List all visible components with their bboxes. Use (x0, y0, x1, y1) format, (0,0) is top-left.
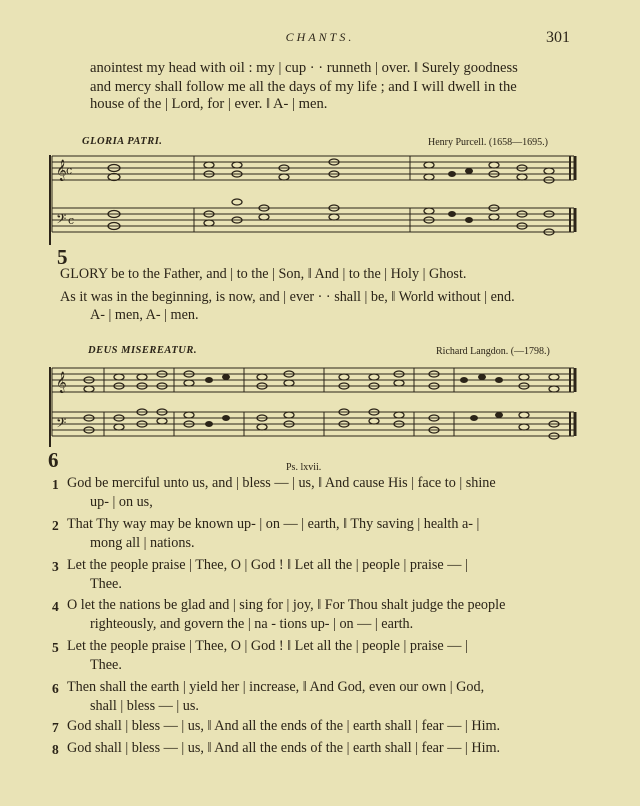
section-number: 6 (48, 448, 59, 472)
text-line: anointest my head with oil : my | cup · · runneth | over. ‖ Surely goodness (90, 60, 518, 76)
verse-line: mong all | nations. (90, 535, 195, 551)
verse-number: 3 (52, 559, 59, 574)
verse-line: up- | on us, (90, 494, 153, 510)
verse-line: That Thy way may be known up- | on — | earth, ‖ Thy saving | health a- | (67, 516, 480, 532)
svg-text:𝄢: 𝄢 (56, 211, 67, 230)
verse-number: 4 (52, 599, 59, 614)
verse-line: God shall | bless — | us, ‖ And all the ends of the | earth shall | fear — | Him. (67, 718, 501, 734)
verse-number: 7 (52, 720, 59, 735)
composer-credit: Richard Langdon. (—1798.) (436, 346, 550, 357)
verse-line: Then shall the earth | yield her | increase, ‖ And God, even our own | God, (67, 679, 485, 695)
svg-text:𝄞: 𝄞 (56, 160, 67, 181)
verse-number: 8 (52, 742, 59, 757)
running-header: CHANTS. (285, 30, 355, 44)
verse-line: Let the people praise | Thee, O | God ! ‖ Let all the | people | praise — | (67, 638, 468, 654)
music-score-gloria-patri (44, 150, 584, 250)
svg-text:𝄢: 𝄢 (56, 415, 67, 434)
text-line: and mercy shall follow me all the days of my life ; and I will dwell in the (90, 79, 517, 95)
verse-line: O let the nations be glad and | sing for | joy, ‖ For Thou shalt judge the people (67, 597, 506, 613)
text-line: As it was in the beginning, is now, and | ever · · shall | be, ‖ World without | end. (60, 289, 515, 305)
verse-line: Let the people praise | Thee, O | God ! ‖ Let all the | people | praise — | (67, 557, 468, 573)
verse-line: Thee. (90, 657, 122, 673)
verse-line: shall | bless — | us. (90, 698, 199, 714)
music-score-deus-misereatur (44, 362, 584, 452)
page-number: 301 (546, 29, 570, 46)
verse-number: 5 (52, 640, 59, 655)
svg-text:c: c (66, 164, 73, 177)
svg-text:𝄞: 𝄞 (56, 372, 67, 393)
verse-line: God shall | bless — | us, ‖ And all the ends of the | earth shall | fear — | Him. (67, 740, 501, 756)
text-line: GLORY be to the Father, and | to the | Son, ‖ And | to the | Holy | Ghost. (60, 266, 467, 282)
section-number: 5 (57, 245, 68, 269)
text-line: A- | men, A- | men. (90, 307, 199, 323)
psalm-reference: Ps. lxvii. (286, 462, 322, 473)
chant-title: GLORIA PATRI. (82, 136, 163, 147)
verse-number: 6 (52, 681, 59, 696)
verse-line: Thee. (90, 576, 122, 592)
svg-text:c: c (68, 214, 75, 227)
verse-line: righteously, and govern the | na - tions up- | on — | earth. (90, 616, 414, 632)
composer-credit: Henry Purcell. (1658—1695.) (428, 137, 548, 148)
text-line: house of the | Lord, for | ever. ‖ A- | men. (90, 96, 328, 112)
verse-number: 1 (52, 477, 59, 492)
chant-title: DEUS MISEREATUR. (88, 345, 197, 356)
verse-number: 2 (52, 518, 59, 533)
verse-line: God be merciful unto us, and | bless — | us, ‖ And cause His | face to | shine (67, 475, 496, 491)
